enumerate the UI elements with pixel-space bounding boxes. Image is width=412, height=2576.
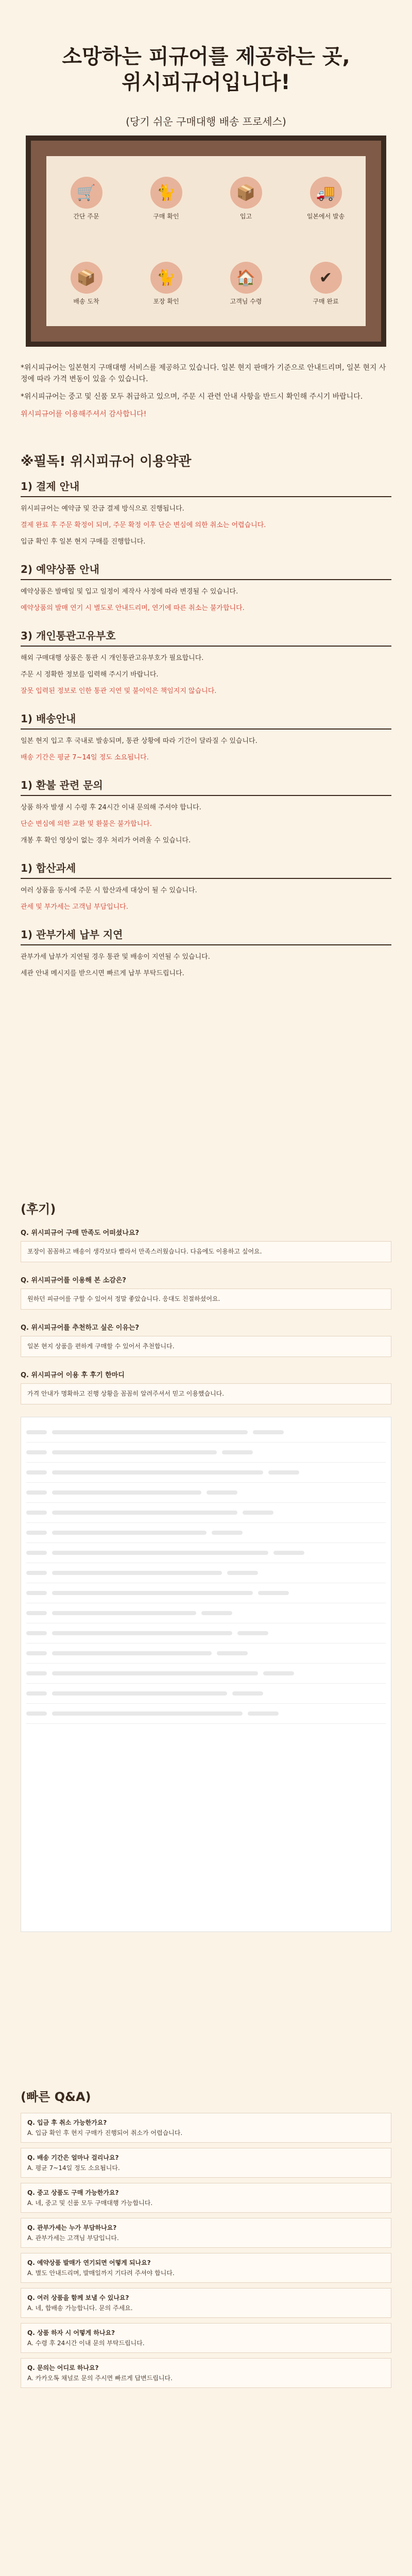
qa-item <box>21 2113 391 2143</box>
house-icon: 🏠 <box>230 262 262 294</box>
hero-title <box>0 44 412 95</box>
list-item <box>26 1623 386 1643</box>
terms-section <box>21 926 391 979</box>
spacer <box>0 1932 412 2087</box>
process-title: (당기 쉬운 구매대행 배송 프로세스) <box>126 115 286 128</box>
hero <box>0 0 412 103</box>
qa-answer: A. 관부가세는 고객님 부담입니다. <box>27 2234 119 2242</box>
qa-title: (빠른 Q&A) <box>21 2090 91 2104</box>
section-line: 결제 완료 후 주문 확정이 되며, 주문 확정 이후 단순 변심에 의한 취소는 어렵습니다. <box>21 521 266 529</box>
section-title: 2) 예약상품 안내 <box>21 561 391 580</box>
section-line: 주문 시 정확한 정보를 입력해 주시기 바랍니다. <box>21 671 159 679</box>
qa-item <box>21 2148 391 2178</box>
list-item <box>26 1563 386 1583</box>
section-body <box>21 736 391 764</box>
qa-question: Q. 배송 기간은 얼마나 걸리나요? <box>27 2154 119 2161</box>
section-line: 해외 구매대행 상품은 통관 시 개인통관고유부호가 필요합니다. <box>21 654 204 662</box>
terms-section <box>21 860 391 913</box>
step-label: 간단 주문 <box>73 213 99 220</box>
section-line: 위시피규어는 예약금 및 잔금 결제 방식으로 진행됩니다. <box>21 505 184 513</box>
cat-icon: 🐈 <box>150 177 182 209</box>
section-title: 1) 관부가세 납부 지연 <box>21 926 391 945</box>
terms-title: ※필독! 위시피규어 이용약관 <box>21 454 192 469</box>
review-answer: 가격 안내가 명확하고 진행 상황을 꼼꼼히 알려주셔서 믿고 이용했습니다. <box>21 1383 391 1404</box>
review-item <box>21 1369 391 1404</box>
section-line: 관세 및 부가세는 고객님 부담입니다. <box>21 903 129 911</box>
qa-answer: A. 카카오톡 채널로 문의 주시면 빠르게 답변드립니다. <box>27 2375 173 2382</box>
step-label: 포장 확인 <box>153 298 179 305</box>
step-label: 구매 확인 <box>153 213 179 220</box>
process-step <box>230 177 262 221</box>
section-body <box>21 885 391 913</box>
section-line: 예약상품은 발매일 및 입고 일정이 제작사 사정에 따라 변경될 수 있습니다. <box>21 588 238 596</box>
section-body <box>21 952 391 979</box>
qa-answer: A. 입금 확인 후 현지 구매가 진행되어 취소가 어렵습니다. <box>27 2129 183 2137</box>
section-body <box>21 586 391 614</box>
spacer <box>0 993 412 1199</box>
step-label: 배송 도착 <box>73 298 99 305</box>
qa-item <box>21 2183 391 2213</box>
cart-icon: 🛒 <box>71 177 102 209</box>
reviews-title: (후기) <box>21 1202 56 1216</box>
section-line: 상품 하자 발생 시 수령 후 24시간 이내 문의해 주셔야 합니다. <box>21 804 201 811</box>
step-label: 일본에서 발송 <box>306 213 345 220</box>
section-body <box>21 503 391 548</box>
review-question: Q. 위시피규어 이용 후 후기 한마디 <box>21 1371 125 1379</box>
hero-title-line1: 소망하는 피규어를 제공하는 곳, <box>62 45 350 69</box>
notice <box>0 347 412 442</box>
process-step <box>230 262 262 306</box>
terms-section <box>21 777 391 846</box>
list-item <box>26 1422 386 1443</box>
review-question: Q. 위시피규어를 이용해 본 소감은? <box>21 1277 126 1284</box>
review-question: Q. 위시피규어 구매 만족도 어떠셨나요? <box>21 1229 140 1237</box>
terms-section <box>21 710 391 764</box>
review-item <box>21 1275 391 1310</box>
review-question: Q. 위시피규어를 추천하고 싶은 이유는? <box>21 1324 140 1332</box>
cat-icon: 🐈 <box>150 262 182 294</box>
qa-question: Q. 중고 상품도 구매 가능한가요? <box>27 2189 119 2196</box>
section-line: 잘못 입력된 정보로 인한 통관 지연 및 불이익은 책임지지 않습니다. <box>21 687 217 695</box>
section-line: 여러 상품을 동시에 주문 시 합산과세 대상이 될 수 있습니다. <box>21 887 197 894</box>
step-label: 구매 완료 <box>313 298 339 305</box>
section-line: 일본 현지 입고 후 국내로 발송되며, 통관 상황에 따라 기간이 달라질 수 있습니다. <box>21 737 258 745</box>
qa-item <box>21 2288 391 2318</box>
review-answer: 일본 현지 상품을 편하게 구매할 수 있어서 추천합니다. <box>21 1336 391 1357</box>
process-step <box>150 262 182 306</box>
list-item <box>26 1583 386 1603</box>
qa-question: Q. 여러 상품을 함께 보낼 수 있나요? <box>27 2294 129 2301</box>
list-item <box>26 1684 386 1704</box>
process-step <box>310 262 342 306</box>
notice-p2: *위시피규어는 중고 및 신품 모두 취급하고 있으며, 주문 시 관련 안내 사항을 반드시 확인해 주시기 바랍니다. <box>21 393 363 401</box>
section-title: 1) 배송안내 <box>21 710 391 730</box>
process-grid <box>46 156 366 326</box>
section-line: 세관 안내 메시지를 받으시면 빠르게 납부 부탁드립니다. <box>21 970 184 977</box>
truck-icon: 🚚 <box>310 177 342 209</box>
qa-item <box>21 2218 391 2248</box>
notice-p3: 위시피규어를 이용해주셔서 감사합니다! <box>21 410 147 418</box>
section-line: 배송 기간은 평균 7~14일 정도 소요됩니다. <box>21 754 149 761</box>
process-step <box>150 177 182 221</box>
list-item <box>26 1643 386 1664</box>
step-label: 고객님 수령 <box>230 298 262 305</box>
section-line: 관부가세 납부가 지연될 경우 통관 및 배송이 지연될 수 있습니다. <box>21 953 210 961</box>
review-item <box>21 1227 391 1262</box>
section-title: 3) 개인통관고유부호 <box>21 628 391 647</box>
terms-section <box>21 478 391 548</box>
qa-answer: A. 평균 7~14일 정도 소요됩니다. <box>27 2164 120 2172</box>
section-body <box>21 653 391 697</box>
qa-question: Q. 관부가세는 누가 부담하나요? <box>27 2224 117 2231</box>
section-title: 1) 결제 안내 <box>21 478 391 497</box>
terms-section <box>21 561 391 614</box>
terms-section <box>21 628 391 697</box>
review-item <box>21 1322 391 1357</box>
process-board <box>26 135 386 347</box>
list-item <box>26 1523 386 1543</box>
list-item <box>26 1603 386 1623</box>
qa-answer: A. 수령 후 24시간 이내 문의 부탁드립니다. <box>27 2340 145 2347</box>
qa-item <box>21 2323 391 2353</box>
list-item <box>26 1664 386 1684</box>
qa-question: Q. 예약상품 발매가 연기되면 어떻게 되나요? <box>27 2259 151 2266</box>
review-answer: 포장이 꼼꼼하고 배송이 생각보다 빨라서 만족스러웠습니다. 다음에도 이용하고 싶어요. <box>21 1241 391 1262</box>
section-title: 1) 합산과세 <box>21 860 391 879</box>
section-title: 1) 환불 관련 문의 <box>21 777 391 796</box>
section-line: 예약상품의 발매 연기 시 별도로 안내드리며, 연기에 따른 취소는 불가합니다. <box>21 604 245 612</box>
list-item <box>26 1543 386 1563</box>
qa-item <box>21 2253 391 2283</box>
list-item <box>26 1463 386 1483</box>
list-item <box>26 1483 386 1503</box>
notice-p1: *위시피규어는 일본현지 구매대행 서비스를 제공하고 있습니다. 일본 현지 판매가 기준으로 안내드리며, 일본 현지 사정에 따라 가격 변동이 있을 수 있습니다. <box>21 364 386 383</box>
section-line: 개봉 후 확인 영상이 없는 경우 처리가 어려울 수 있습니다. <box>21 837 191 844</box>
process-step <box>307 177 345 221</box>
section-line: 입금 확인 후 일본 현지 구매를 진행합니다. <box>21 538 146 546</box>
qa-question: Q. 문의는 어디로 하나요? <box>27 2364 99 2371</box>
package-icon: 📦 <box>71 262 102 294</box>
list-item <box>26 1704 386 1724</box>
list-item <box>26 1443 386 1463</box>
section-line: 단순 변심에 의한 교환 및 환불은 불가합니다. <box>21 820 152 828</box>
qa-answer: A. 네, 중고 및 신품 모두 구매대행 가능합니다. <box>27 2199 153 2207</box>
qa-question: Q. 상품 하자 시 어떻게 하나요? <box>27 2329 115 2336</box>
list-item <box>26 1503 386 1523</box>
hero-title-line2: 위시피규어입니다! <box>122 71 290 94</box>
step-label: 입고 <box>239 213 252 220</box>
review-screenshot <box>21 1417 391 1932</box>
qa-question: Q. 입금 후 취소 가능한가요? <box>27 2119 107 2126</box>
process-step <box>71 262 102 306</box>
process-step <box>71 177 102 221</box>
qa-answer: A. 별도 안내드리며, 발매일까지 기다려 주셔야 합니다. <box>27 2269 175 2277</box>
box-icon: 📦 <box>230 177 262 209</box>
qa-item <box>21 2358 391 2388</box>
section-body <box>21 802 391 846</box>
review-answer: 원하던 피규어를 구할 수 있어서 정말 좋았습니다. 응대도 친절하셨어요. <box>21 1289 391 1310</box>
check-icon: ✔ <box>310 262 342 294</box>
qa-answer: A. 네, 합배송 가능합니다. 문의 주세요. <box>27 2304 133 2312</box>
